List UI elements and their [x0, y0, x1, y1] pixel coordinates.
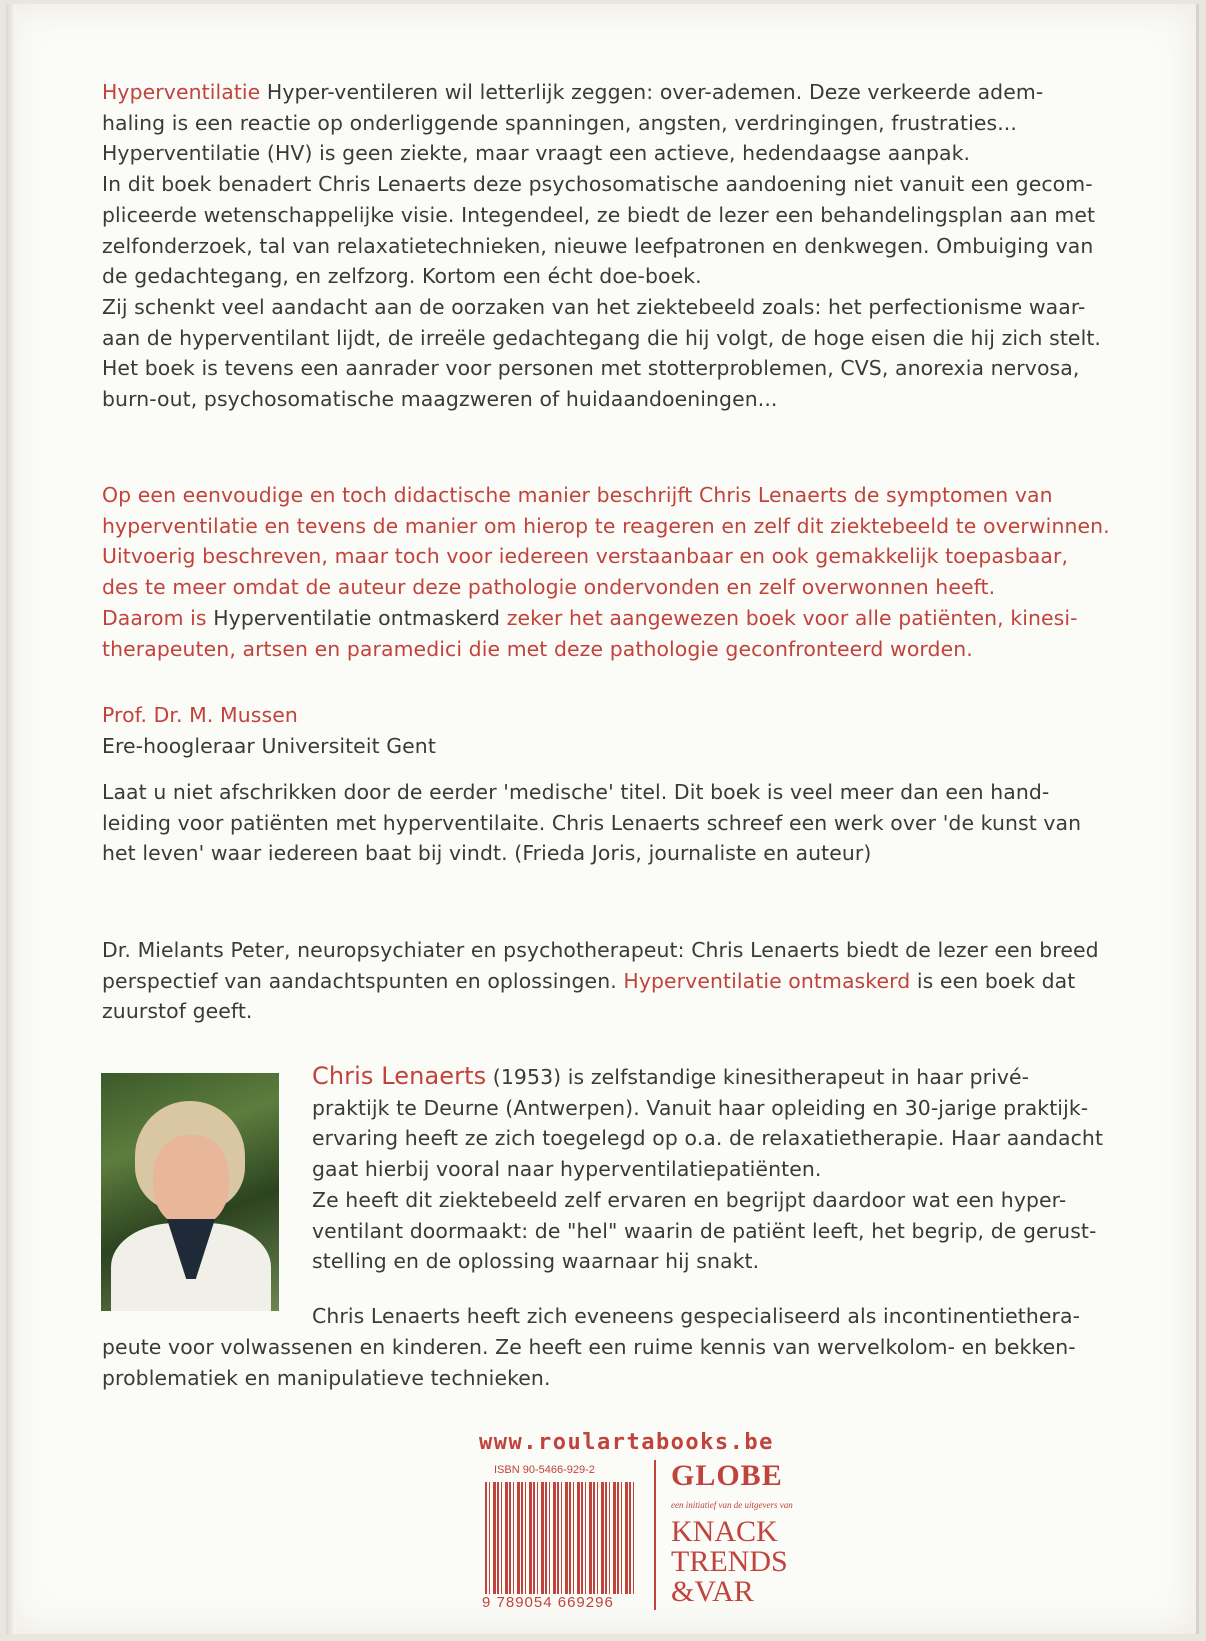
quote-line: Dr. Mielants Peter, neuropsychiater en psychotherapeut: Chris Lenaerts biedt de lezer een breed [102, 938, 1099, 962]
author-photo [101, 1073, 279, 1311]
intro-line: aan de hyperventilant lijdt, de irreële gedachtegang die hij volgt, de hoge eisen die hij zich stelt. [102, 325, 1102, 350]
barcode-number: 9 789054 669296 [482, 1594, 614, 1611]
footer-divider [654, 1460, 656, 1610]
quote-line: het leven' waar iedereen baat bij vindt. (Frieda Joris, journaliste en auteur) [102, 841, 872, 866]
intro-line: In dit boek benadert Chris Lenaerts deze psychosomatische aandoening niet vanuit een gecom- [102, 172, 1093, 197]
author-name: Chris Lenaerts [312, 1062, 487, 1090]
bio-line: Chris Lenaerts heeft zich eveneens gespecialiseerd als incontinentiethera- [312, 1304, 1081, 1328]
review-prefix: Daarom is [102, 605, 214, 630]
author-bio-continued [312, 1301, 1162, 1332]
intro-line: Hyper-ventileren wil letterlijk zeggen: over-ademen. Deze verkeerde adem- [260, 80, 1044, 104]
review-line: Uitvoerig beschreven, maar toch voor iedereen verstaanbaar en ook gemakkelijk toepasbaar, [102, 544, 1069, 569]
quote-suffix: is een boek dat [910, 968, 1076, 993]
review-author-role: Ere-hoogleraar Universiteit Gent [102, 733, 436, 758]
quote-line: leiding voor patiënten met hyperventilaite. Chris Lenaerts schreef een werk over 'de kunst van [102, 810, 1082, 835]
intro-line: Zij schenkt veel aandacht aan de oorzaken van het ziektebeeld zoals: het perfectionisme waar- [102, 294, 1086, 319]
intro-line: Het boek is tevens een aanrader voor personen met stotterproblemen, CVS, anorexia nervosa, [102, 356, 1080, 381]
intro-line: pliceerde wetenschappelijke visie. Integendeel, ze biedt de lezer een behandelingsplan aan met [102, 202, 1096, 227]
book-title-mention: Hyperventilatie ontmaskerd [623, 968, 911, 993]
var-logo: &VAR [671, 1575, 754, 1608]
publisher-url: www.roulartabooks.be [479, 1430, 774, 1455]
author-bio [312, 1061, 1162, 1277]
intro-line: Hyperventilatie (HV) is geen ziekte, maar vraagt een actieve, hedendaagse aanpak. [102, 141, 971, 166]
review-suffix: zeker het aangewezen boek voor alle patiënten, kinesi- [500, 605, 1078, 630]
quote-joris [102, 777, 1162, 869]
intro-text [102, 77, 1162, 415]
review-line: hyperventilatie en tevens de manier om hierop te reageren en zelf dit ziektebeeld te overwinnen. [102, 513, 1110, 538]
review-line: des te meer omdat de auteur deze pathologie ondervonden en zelf overwonnen heeft. [102, 575, 996, 600]
book-back-cover [6, 4, 1199, 1634]
trends-logo: TRENDS [671, 1545, 788, 1578]
review-line: Op een eenvoudige en toch didactische manier beschrijft Chris Lenaerts de symptomen van [102, 483, 1053, 507]
bio-line: Ze heeft dit ziektebeeld zelf ervaren en begrijpt daardoor wat een hyper- [312, 1187, 1067, 1212]
bio-line: (1953) is zelfstandige kinesitherapeut in haar privé- [486, 1065, 1030, 1089]
quote-mielants [102, 935, 1162, 1027]
review-author [102, 700, 702, 761]
bio-line: problematiek en manipulatieve technieken. [102, 1365, 551, 1390]
intro-line: haling is een reactie op onderliggende spanningen, angsten, verdringingen, frustraties... [102, 110, 1017, 135]
intro-line: de gedachtegang, en zelfzorg. Kortom een écht doe-boek. [102, 264, 702, 289]
bio-line: peute voor volwassenen en kinderen. Ze heeft een ruime kennis van wervelkolom- en bekken- [102, 1335, 1076, 1359]
review-line: therapeuten, artsen en paramedici die met deze pathologie geconfronteerd worden. [102, 636, 973, 661]
bio-line: gaat hierbij vooral naar hyperventilatiepatiënten. [312, 1157, 822, 1182]
knack-logo: KNACK [671, 1515, 778, 1548]
bio-line: ventilant doormaakt: de "hel" waarin de patiënt leeft, het begrip, de gerust- [312, 1218, 1097, 1243]
bio-line: ervaring heeft ze zich toegelegd op o.a. de relaxatietherapie. Haar aandacht [312, 1126, 1104, 1151]
intro-line: burn-out, psychosomatische maagzweren of huidaandoeningen... [102, 387, 778, 412]
author-bio-continued-full [102, 1332, 1162, 1393]
intro-line: zelfonderzoek, tal van relaxatietechnieken, nieuwe leefpatronen en denkwegen. Ombuiging van [102, 233, 1094, 258]
intro-title: Hyperventilatie [102, 80, 261, 104]
review-text [102, 480, 1162, 664]
isbn-label: ISBN 90-5466-929-2 [494, 1464, 595, 1476]
bio-line: stelling en de oplossing waarnaar hij snakt. [312, 1249, 760, 1274]
quote-line: zuurstof geeft. [102, 999, 253, 1024]
quote-line: Laat u niet afschrikken door de eerder 'medische' titel. Dit boek is veel meer dan een hand- [102, 780, 1050, 804]
bio-line: praktijk te Deurne (Antwerpen). Vanuit haar opleiding en 30-jarige praktijk- [312, 1095, 1089, 1120]
cover-edge [6, 4, 16, 1634]
quote-prefix: perspectief van aandachtspunten en oplossingen. [102, 968, 624, 993]
globe-logo: GLOBE [671, 1459, 783, 1492]
barcode [485, 1482, 635, 1594]
review-author-name: Prof. Dr. M. Mussen [102, 703, 298, 727]
book-title-mention: Hyperventilatie ontmaskerd [213, 605, 501, 630]
globe-subtitle: een initiatief van de uitgevers van [671, 1500, 793, 1510]
